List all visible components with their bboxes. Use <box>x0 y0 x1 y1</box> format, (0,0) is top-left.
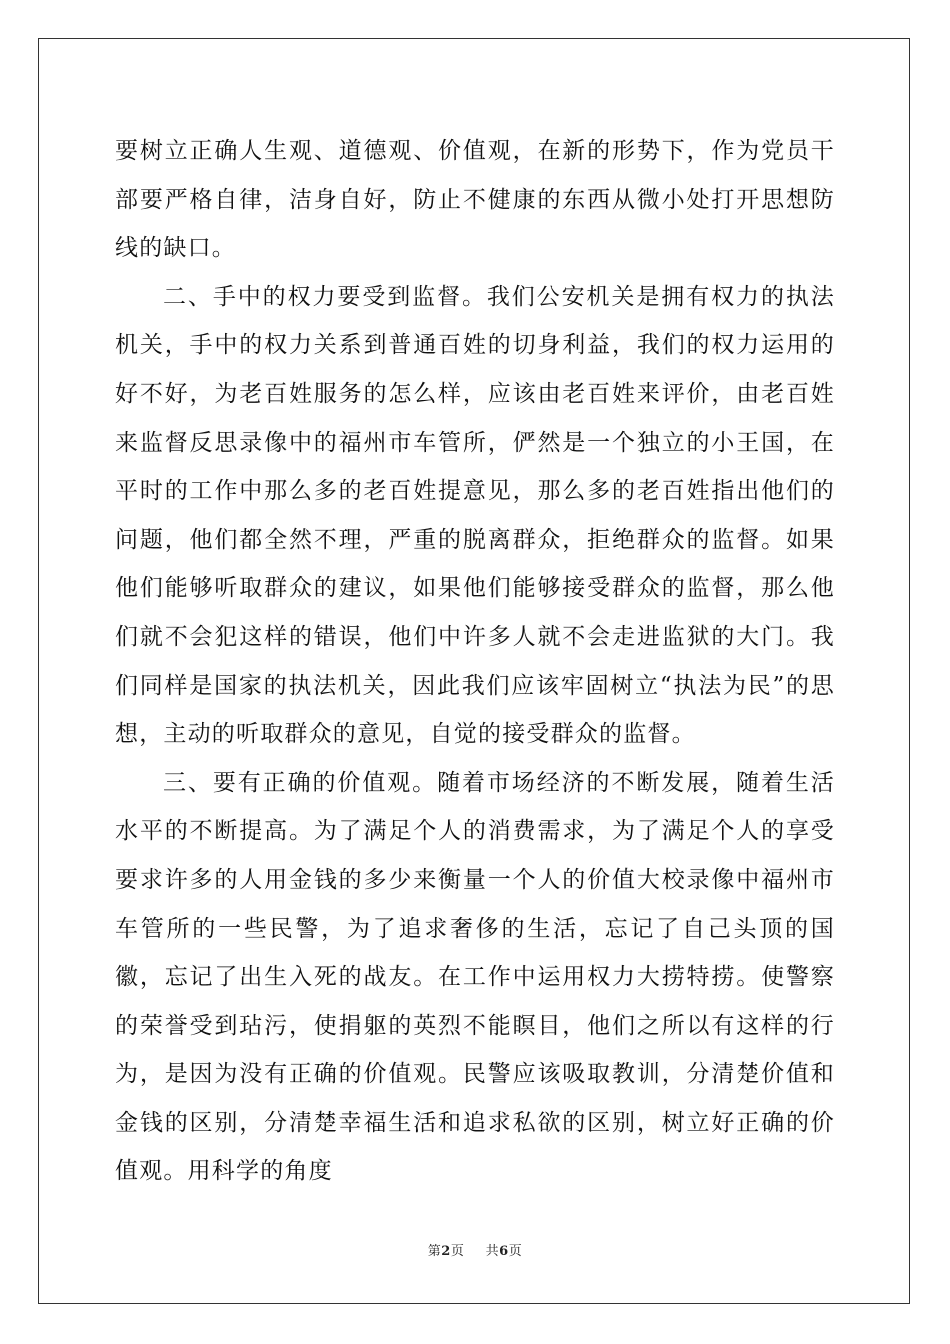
total-suffix: 页 <box>508 1244 523 1259</box>
page-number: 2 <box>441 1244 451 1259</box>
paragraph-2: 二、手中的权力要受到监督。我们公安机关是拥有权力的执法机关，手中的权力关系到普通百姓的切身利益，我们的权力运用的好不好，为老百姓服务的怎么样，应该由老百姓来评价，由老百姓来监督反思录像中的福州市车管所，俨然是一个独立的小王国，在平时的工作中那么多的老百姓提意见，那么多的老百姓指出他们的问题，他们都全然不理，严重的脱离群众，拒绝群众的监督。如果他们能够听取群众的建议，如果他们能够接受群众的监督，那么他们就不会犯这样的错误，他们中许多人就不会走进监狱的大门。我们同样是国家的执法机关，因此我们应该牢固树立“执法为民”的思想，主动的听取群众的意见，自觉的接受群众的监督。 <box>115 283 835 748</box>
page-suffix: 页 <box>450 1244 465 1259</box>
total-pages: 6 <box>499 1244 509 1259</box>
total-prefix: 共 <box>485 1244 500 1259</box>
page-footer <box>0 1240 950 1259</box>
paragraph-3: 三、要有正确的价值观。随着市场经济的不断发展，随着生活水平的不断提高。为了满足个人的消费需求，为了满足个人的享受要求许多的人用金钱的多少来衡量一个人的价值大校录像中福州市车管所的一些民警，为了追求奢侈的生活，忘记了自己头顶的国徽，忘记了出生入死的战友。在工作中运用权力大捞特捞。使警察的荣誉受到玷污，使捐躯的英烈不能瞑目，他们之所以有这样的行为，是因为没有正确的价值观。民警应该吸取教训，分清楚价值和金钱的区别，分清楚幸福生活和追求私欲的区别，树立好正确的价值观。用科学的角度 <box>115 769 835 1185</box>
page-prefix: 第 <box>427 1244 442 1259</box>
page-indicator <box>428 1240 465 1259</box>
document-body <box>115 127 835 1196</box>
paragraph-1: 要树立正确人生观、道德观、价值观，在新的形势下，作为党员干部要严格自律，洁身自好，防止不健康的东西从微小处打开思想防线的缺口。 <box>115 138 835 262</box>
total-pages-indicator <box>486 1240 523 1259</box>
